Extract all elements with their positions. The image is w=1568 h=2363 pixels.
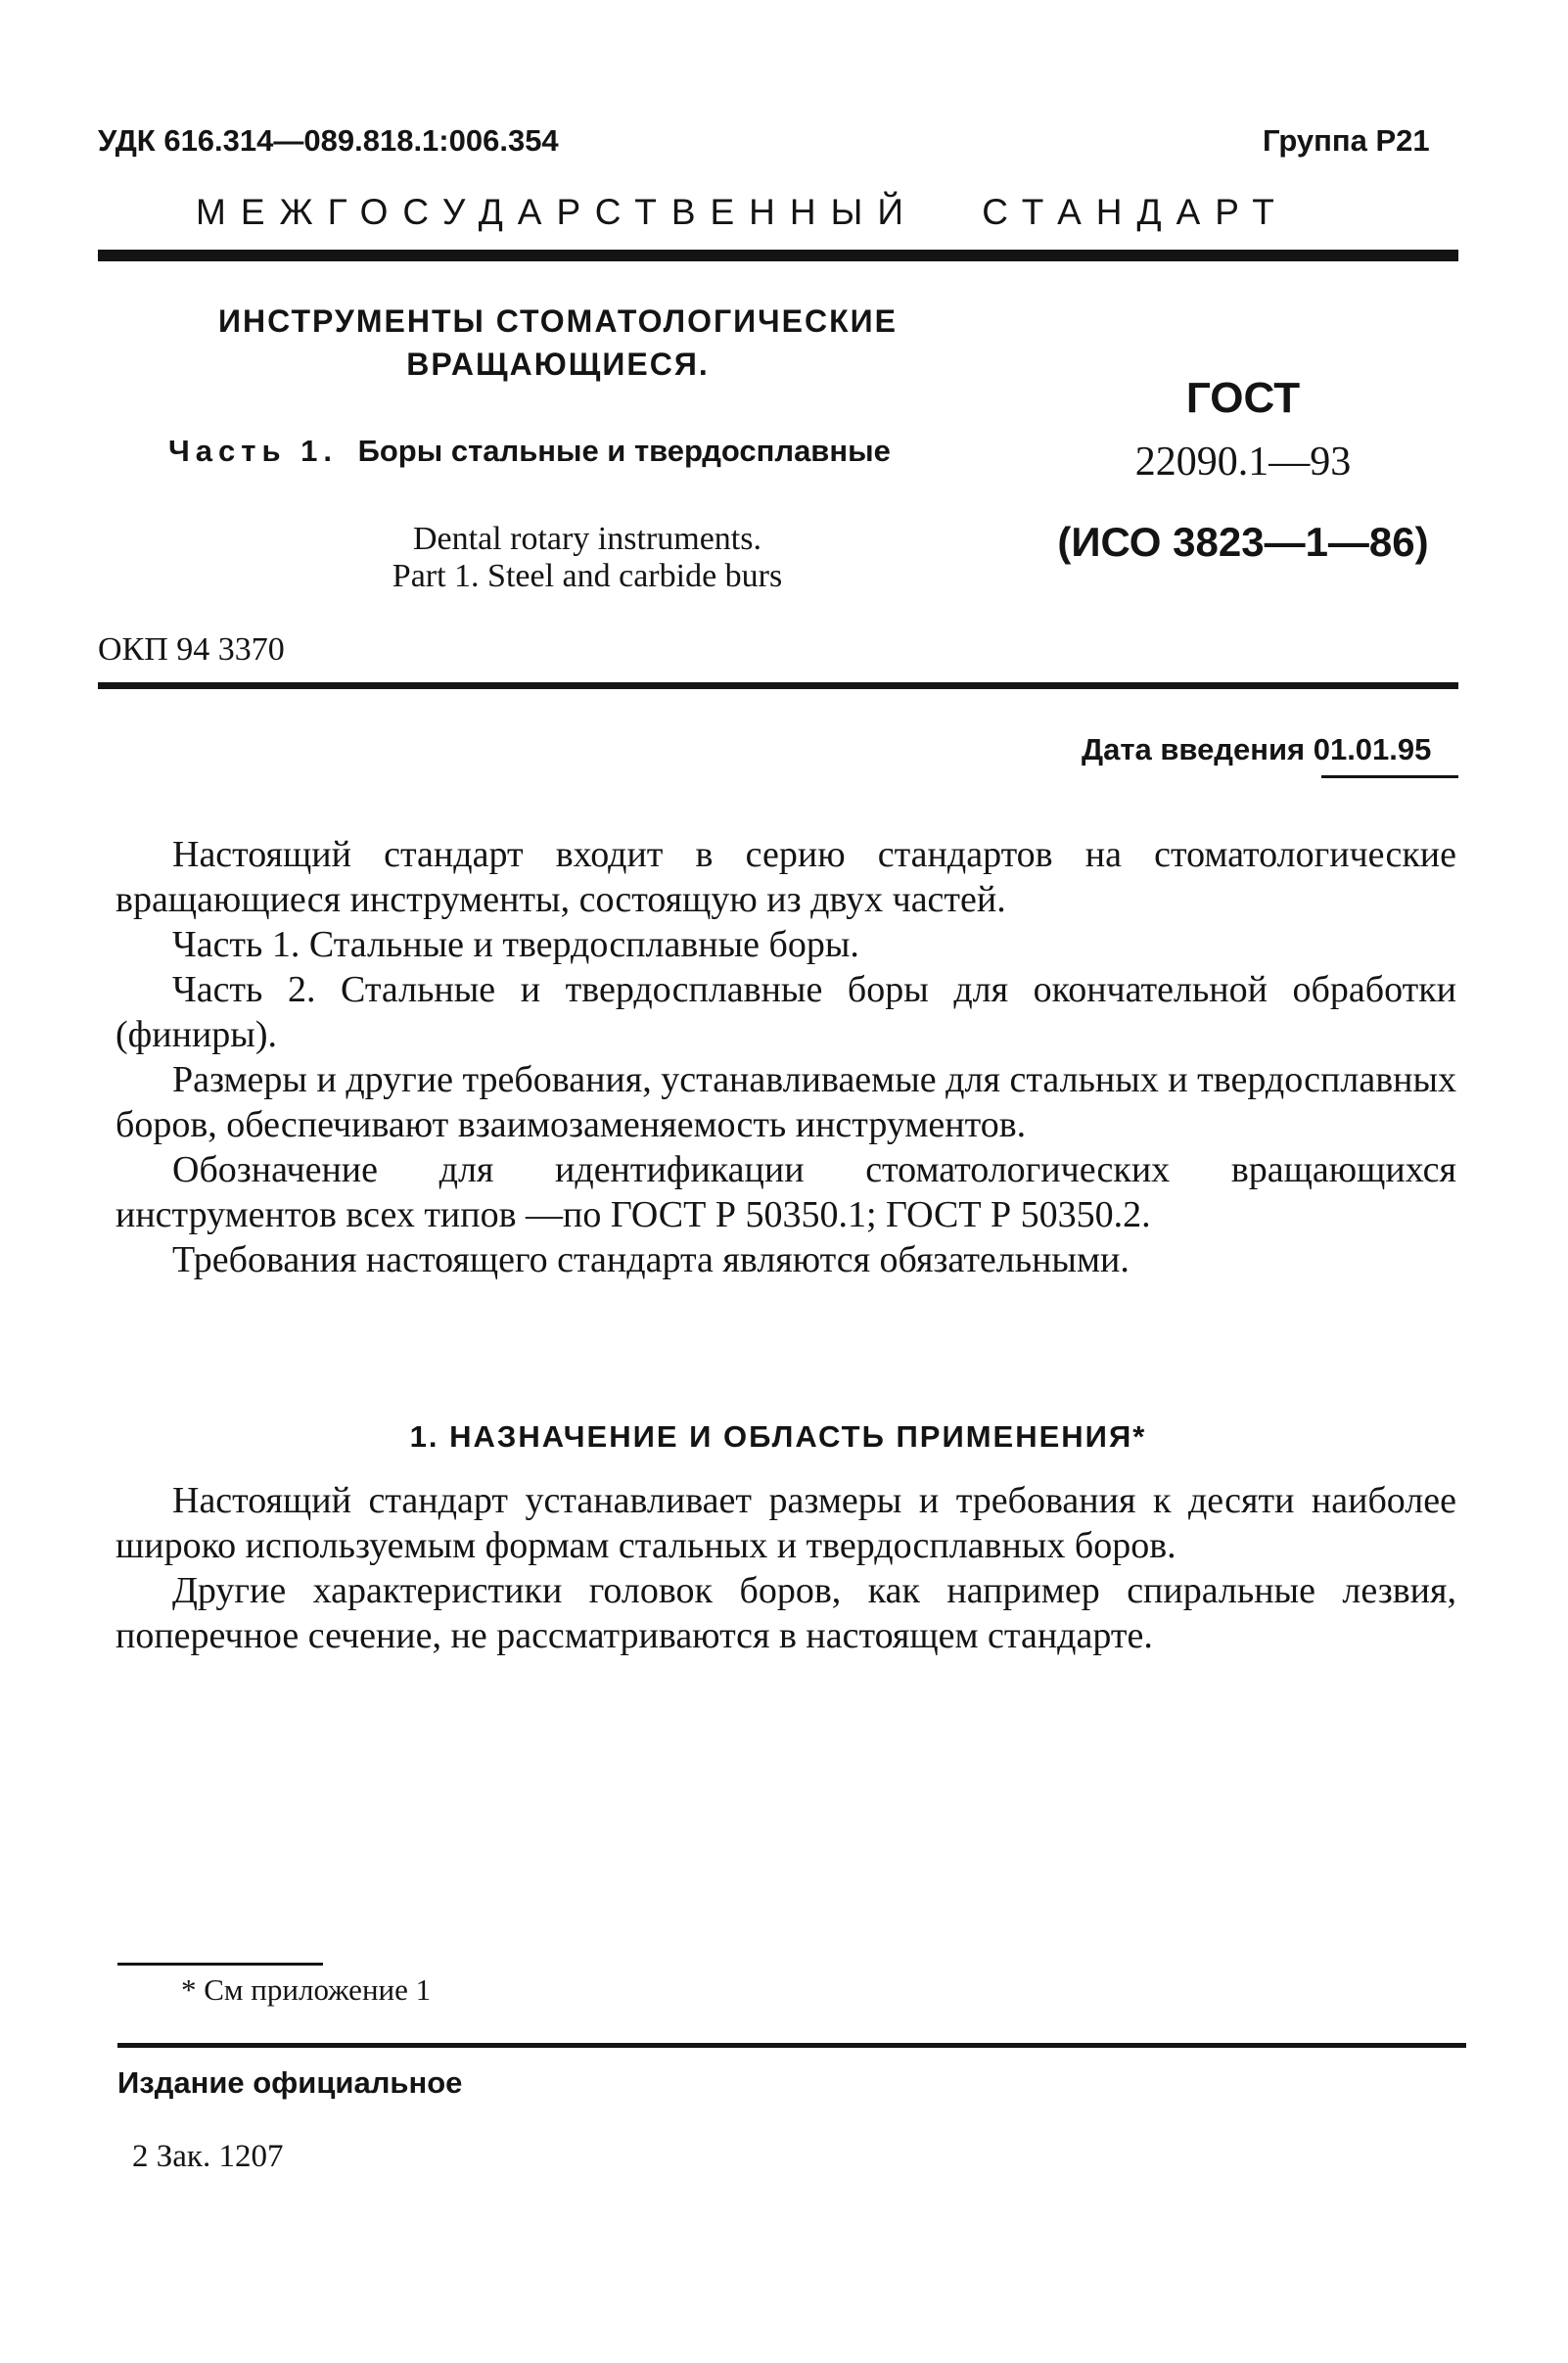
footnote-separator [117, 1963, 323, 1966]
section-1-heading: 1. НАЗНАЧЕНИЕ И ОБЛАСТЬ ПРИМЕНЕНИЯ* [409, 1419, 1147, 1454]
group-code: Группа Р21 [1263, 123, 1430, 158]
udk-code: УДК 616.314—089.818.1:006.354 [98, 123, 559, 158]
iso-number: (ИСО 3823—1—86) [1057, 519, 1429, 565]
intro-paragraph: Часть 1. Стальные и твердосплавные боры. [172, 924, 859, 965]
part-name: Боры стальные и твердосплавные [357, 434, 891, 468]
gost-number: 22090.1—93 [1134, 440, 1352, 485]
gost-label: ГОСТ [1185, 374, 1301, 422]
part-prefix: Часть 1. [168, 434, 338, 468]
english-title [333, 521, 842, 595]
middle-rule [98, 682, 1458, 689]
english-title-line-1: Dental rotary instruments. [413, 521, 761, 557]
intro-paragraph: Часть 2. Стальные и твердосплавные боры для окончательной обработки (финиры). [115, 969, 1456, 1055]
intro-paragraph: Настоящий стандарт входит в серию стандартов на стоматологические вращающиеся инструменты, состоящую из двух частей. [115, 834, 1456, 920]
intro-paragraph: Требования настоящего стандарта являются обязательными. [172, 1239, 1130, 1280]
intro-paragraph: Обозначение для идентификации стоматологических вращающихся инструментов всех типов —по ГОСТ Р 50350.1; ГОСТ Р 50350.2. [115, 1149, 1456, 1235]
section-1-paragraph: Настоящий стандарт устанавливает размеры и требования к десяти наиболее широко используемым формам стальных и твердосплавных боров. [115, 1480, 1456, 1566]
okp-code: ОКП 94 3370 [98, 631, 285, 668]
section-1-paragraph: Другие характеристики головок боров, как например спиральные лезвия, поперечное сечение, не рассматриваются в настоящем стандарте. [115, 1570, 1456, 1656]
banner-right: СТАНДАРТ [982, 192, 1289, 232]
title-line-1: ИНСТРУМЕНТЫ СТОМАТОЛОГИЧЕСКИЕ [218, 303, 898, 339]
intro-date: Дата введения 01.01.95 [1082, 732, 1432, 766]
standard-banner [196, 192, 1360, 233]
english-title-line-2: Part 1. Steel and carbide burs [392, 558, 783, 594]
intro-date-underline [1321, 775, 1458, 778]
title-line-2: ВРАЩАЮЩИЕСЯ. [406, 347, 710, 382]
section-1-body [115, 1478, 1456, 1658]
banner-left: МЕЖГОСУДАРСТВЕННЫЙ [196, 192, 918, 232]
intro-paragraph: Размеры и другие требования, устанавливаемые для стальных и твердосплавных боров, обеспечивают взаимозаменяемость инструментов. [115, 1059, 1456, 1145]
footnote: * См приложение 1 [181, 1972, 432, 2007]
order-number: 2 Зак. 1207 [132, 2139, 284, 2174]
bottom-rule [117, 2043, 1466, 2048]
intro-body [115, 832, 1456, 1282]
edition-label: Издание официальное [117, 2065, 463, 2100]
top-thick-rule [98, 250, 1458, 261]
part-line [168, 434, 891, 469]
